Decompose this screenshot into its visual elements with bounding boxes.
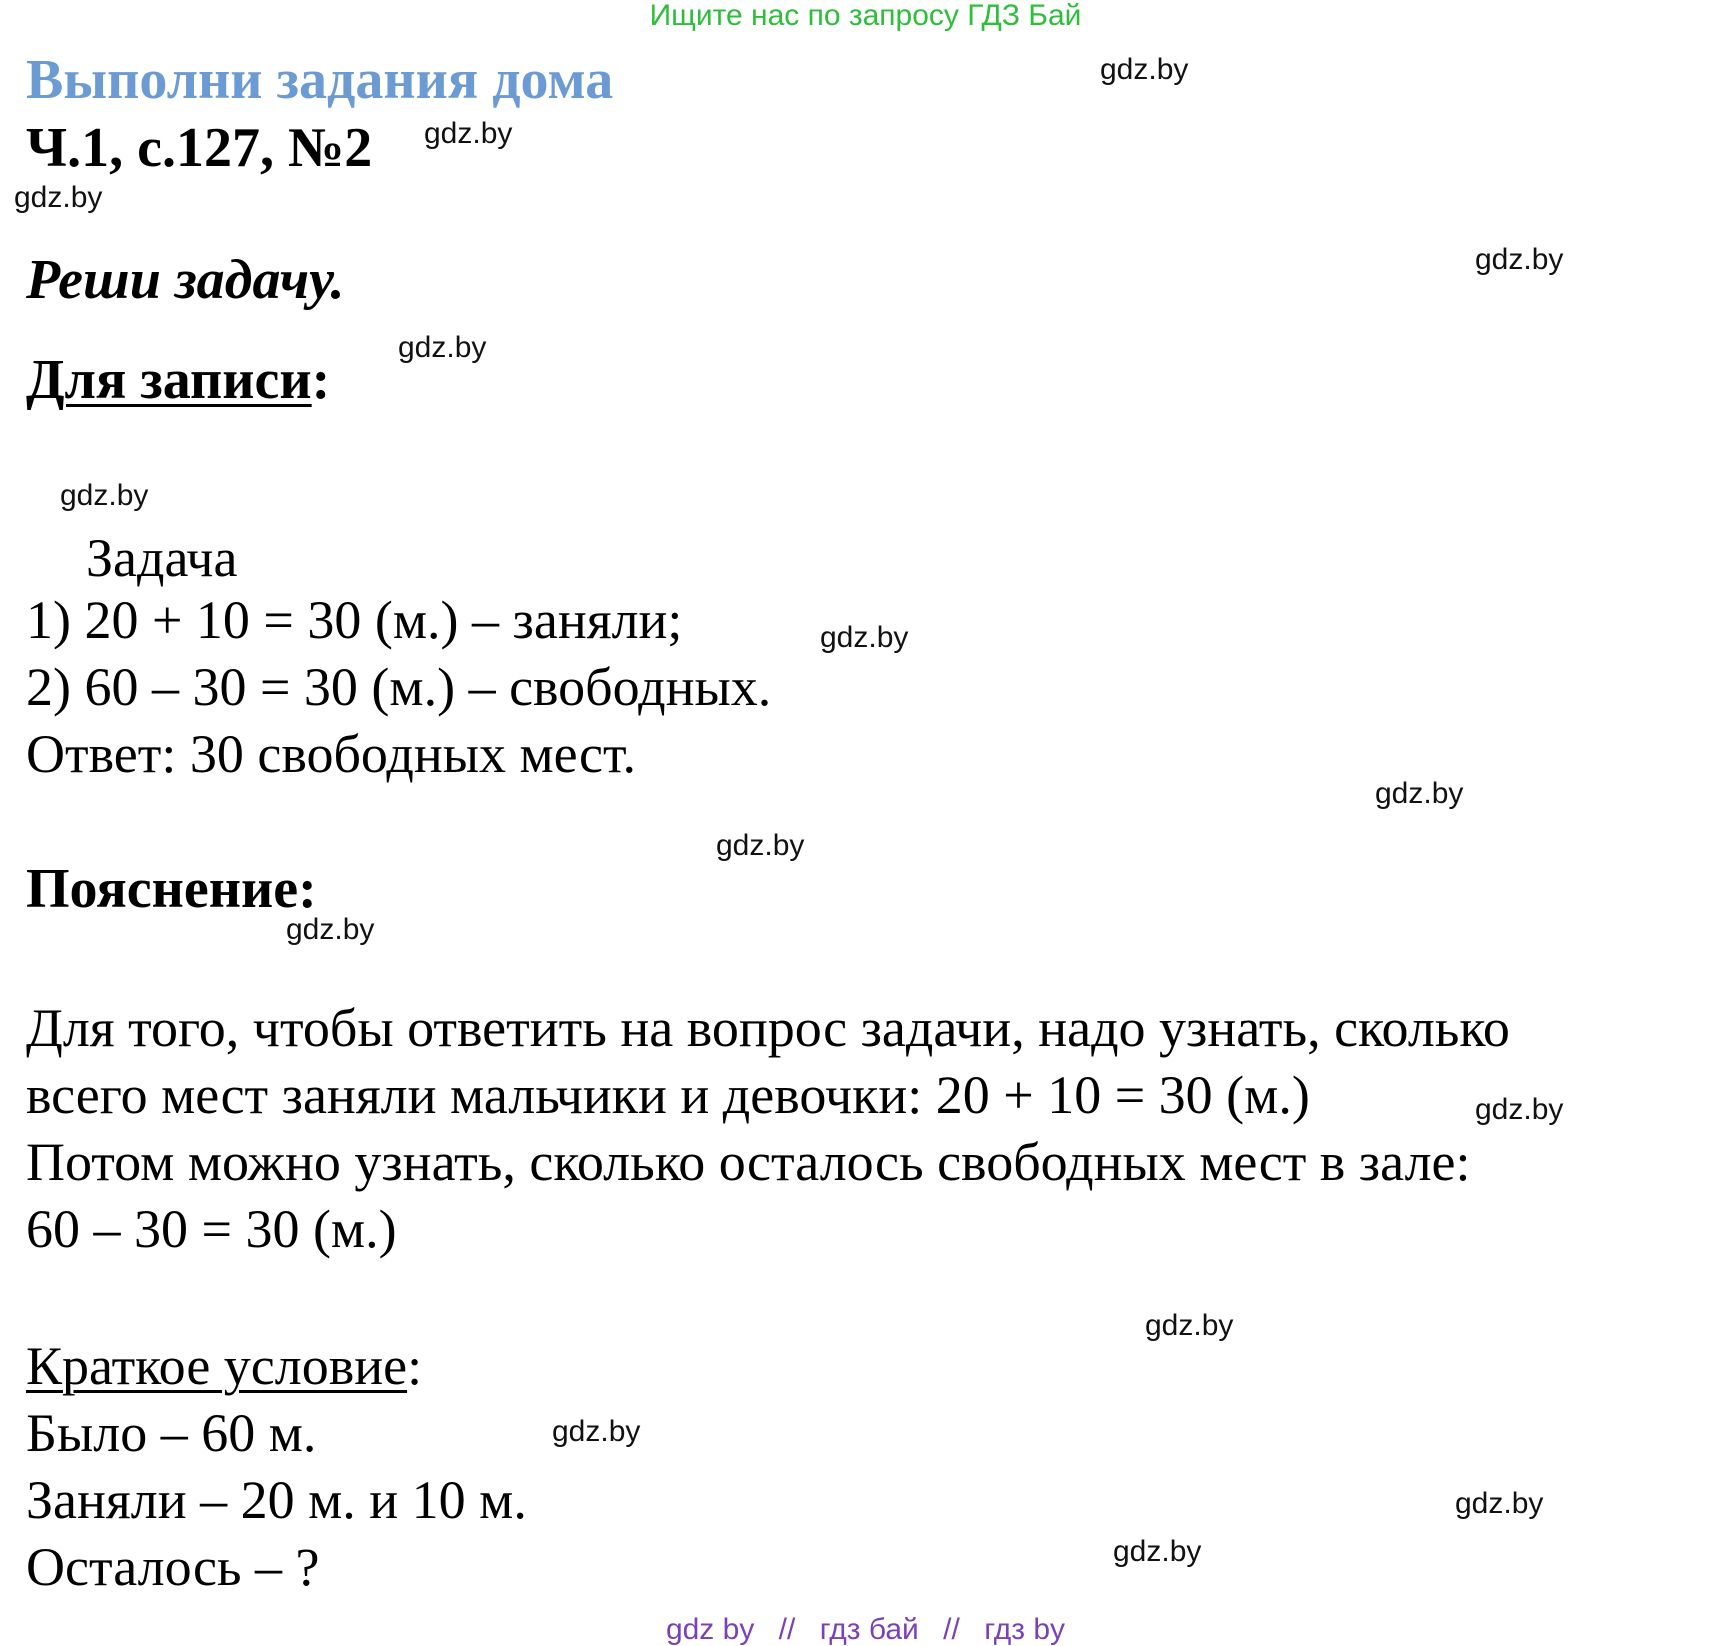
brief-condition-line: Осталось – ? [26,1537,320,1597]
footer-links [0,1614,1731,1646]
explanation-line: всего мест заняли мальчики и девочки: 20 + 10 = 30 (м.) [26,1065,1310,1125]
explanation-line: Потом можно узнать, сколько осталось свободных мест в зале: [26,1132,1471,1192]
brief-condition-colon: : [407,1336,423,1396]
explanation-line: 60 – 30 = 30 (м.) [26,1199,397,1259]
explanation-heading: Пояснение: [26,858,317,920]
page-title: Выполни задания дома [26,49,614,111]
brief-condition-line: Заняли – 20 м. и 10 м. [26,1470,527,1530]
solution-step: 1) 20 + 10 = 30 (м.) – заняли; [26,590,683,650]
record-heading [26,348,330,412]
watermark: gdz.by [716,829,805,862]
brief-condition-heading-text: Краткое условие [26,1336,408,1396]
watermark: gdz.by [1113,1535,1202,1568]
watermark: gdz.by [1475,1093,1564,1126]
watermark: gdz.by [60,479,149,512]
record-heading-colon: : [311,349,331,411]
watermark: gdz.by [552,1415,641,1448]
task-reference: Ч.1, с.127, №2 [26,117,373,179]
watermark: gdz.by [1475,243,1564,276]
task-instruction: Реши задачу. [26,249,345,311]
watermark: gdz.by [14,181,103,214]
footer-separator: // [778,1613,796,1646]
watermark: gdz.by [1100,53,1189,86]
search-hint-banner: Ищите нас по запросу ГДЗ Бай [649,0,1082,32]
brief-condition-line: Было – 60 м. [26,1403,317,1463]
task-label: Задача [86,528,238,588]
watermark: gdz.by [820,621,909,654]
record-heading-text: Для записи [26,349,312,411]
watermark: gdz.by [424,117,513,150]
watermark: gdz.by [398,331,487,364]
footer-link[interactable]: гдз бай [819,1613,919,1646]
explanation-line: Для того, чтобы ответить на вопрос задачи, надо узнать, сколько [26,998,1510,1058]
footer-link[interactable]: гдз by [984,1613,1066,1646]
solution-step: 2) 60 – 30 = 30 (м.) – свободных. [26,657,772,717]
watermark: gdz.by [1145,1309,1234,1342]
answer-line: Ответ: 30 свободных мест. [26,724,637,784]
brief-condition-heading [26,1334,422,1398]
watermark: gdz.by [1375,777,1464,810]
watermark: gdz.by [1455,1487,1544,1520]
watermark: gdz.by [286,913,375,946]
footer-separator: // [943,1613,960,1646]
footer-link[interactable]: gdz by [665,1613,755,1646]
